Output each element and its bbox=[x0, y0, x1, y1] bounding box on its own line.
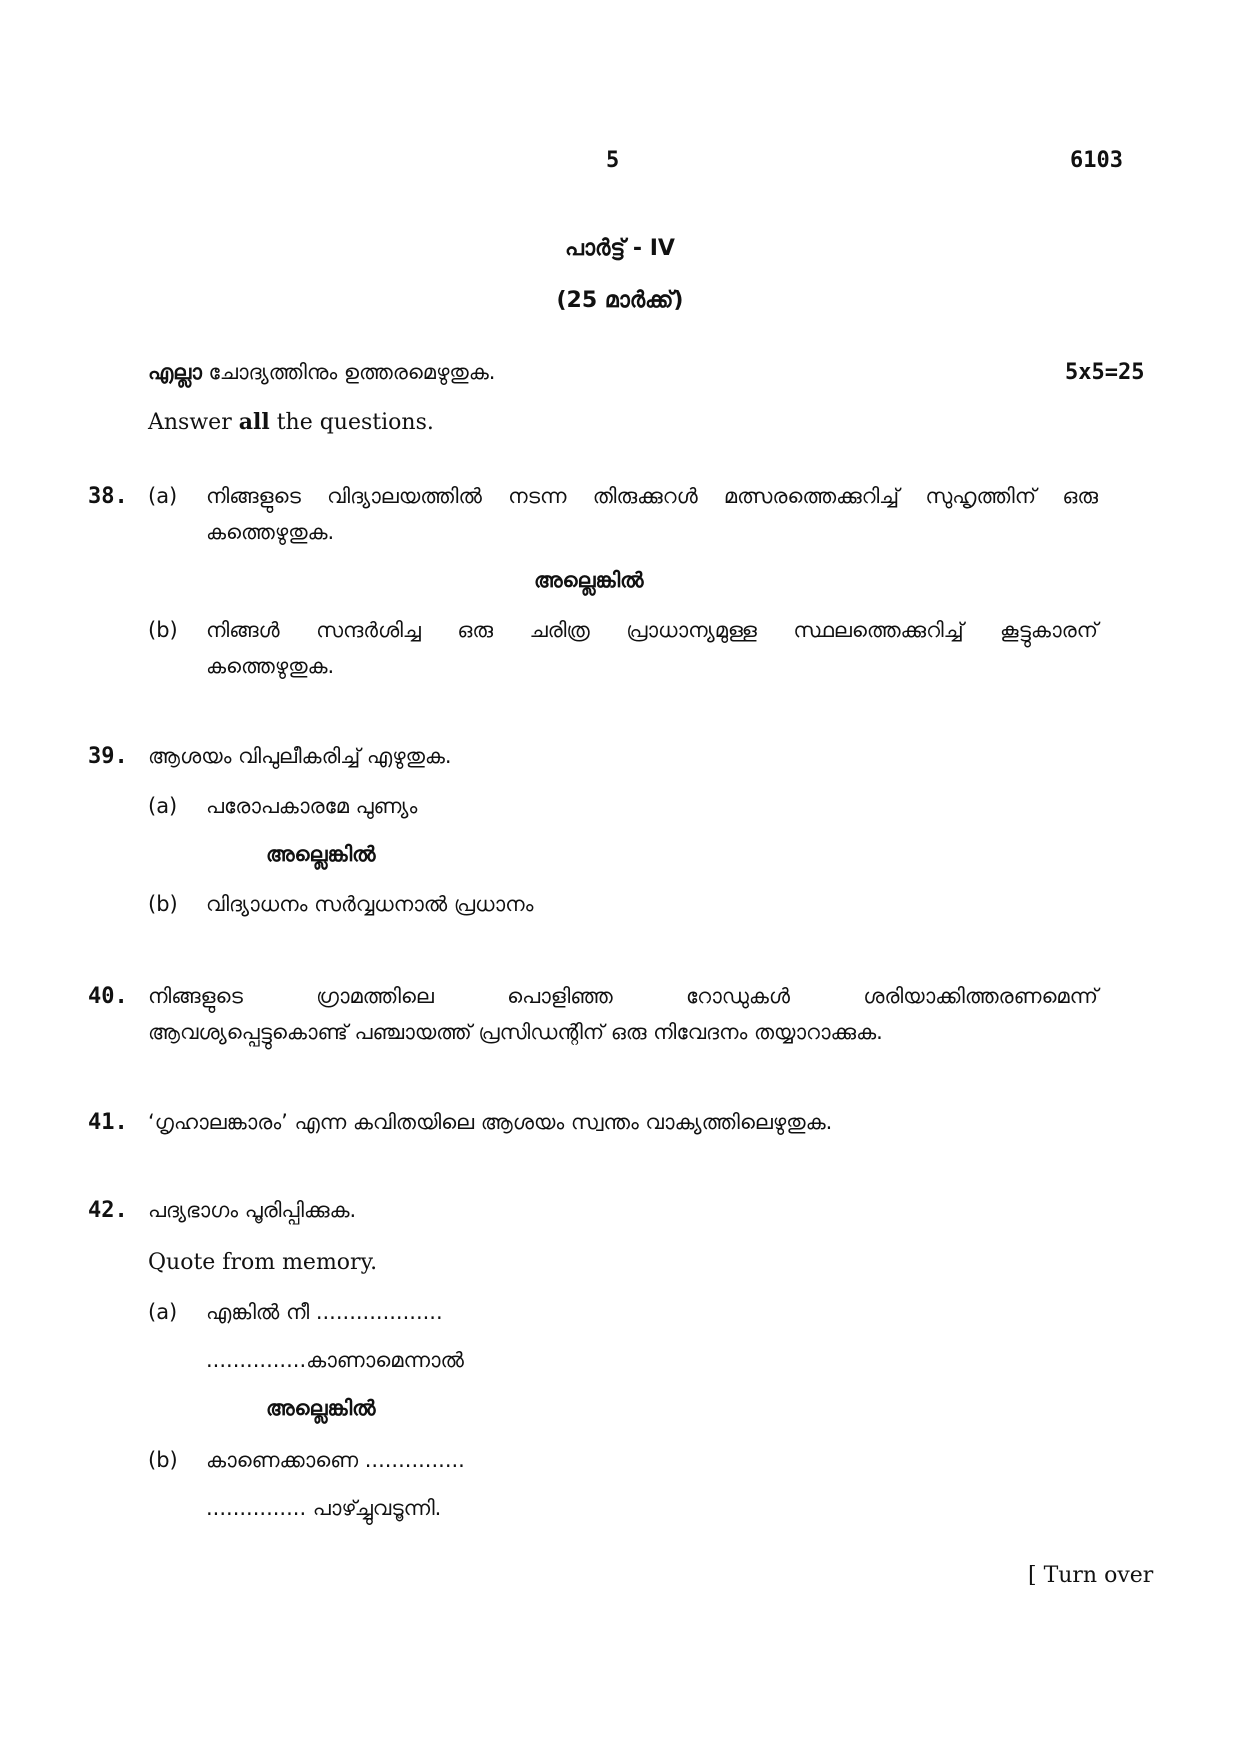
question-39a-text: പരോപകാരമേ പുണ്യം bbox=[206, 794, 418, 818]
option-label: (b) bbox=[148, 892, 178, 916]
question-42b-line2: ............... പാഴ്ച്ചുവടൂന്നി. bbox=[206, 1496, 442, 1520]
instruction-ml-rest: ചോദ്യത്തിനും ഉത്തരമെഴുതുക. bbox=[201, 360, 496, 384]
instruction-en-bold: all bbox=[238, 409, 270, 435]
question-42a-line1: എങ്കിൽ നീ ................... bbox=[206, 1300, 443, 1324]
instruction-ml bbox=[148, 360, 495, 385]
paper-code: 6103 bbox=[1070, 148, 1123, 173]
question-38a-line1: നിങ്ങളുടെ വിദ്യാലയത്തിൽ നടന്ന തിരുക്കുറൾ മത്സരത്തെക്കുറിച്ച് സുഹൃത്തിന് ഒരു bbox=[206, 484, 1098, 508]
question-number-39: 39. bbox=[88, 744, 128, 769]
turn-over: [ Turn over bbox=[1028, 1563, 1154, 1588]
option-label: (b) bbox=[148, 618, 178, 642]
instruction-en-suffix: the questions. bbox=[269, 410, 434, 435]
question-number-40: 40. bbox=[88, 984, 128, 1009]
page-number: 5 bbox=[606, 148, 620, 173]
instruction-ml-bold: എല്ലാ bbox=[148, 360, 202, 384]
question-41-text: ‘ഗൃഹാലങ്കാരം’ എന്ന കവിതയിലെ ആശയം സ്വന്തം വാക്യത്തിലെഴുതുക. bbox=[148, 1110, 833, 1134]
question-42-text-en: Quote from memory. bbox=[148, 1250, 378, 1275]
question-39-text: ആശയം വിപുലീകരിച്ച് എഴുതുക. bbox=[148, 744, 452, 768]
question-42b-line1: കാണെക്കാണെ ............... bbox=[206, 1448, 465, 1472]
question-number-42: 42. bbox=[88, 1198, 128, 1223]
question-40-line1: നിങ്ങളുടെ ഗ്രാമത്തിലെ പൊളിഞ്ഞ റോഡുകൾ ശരിയാക്കിത്തരണമെന്ന് bbox=[148, 984, 1098, 1008]
question-number-41: 41. bbox=[88, 1110, 128, 1135]
instruction-en bbox=[148, 409, 434, 435]
question-number-38: 38. bbox=[88, 484, 128, 509]
part-marks: (25 മാർക്ക്) bbox=[556, 288, 684, 313]
option-label: (a) bbox=[148, 484, 178, 508]
option-label: (a) bbox=[148, 794, 178, 818]
or-label: അല്ലെങ്കിൽ bbox=[266, 842, 376, 866]
question-38b-line1: നിങ്ങൾ സന്ദർശിച്ച ഒരു ചരിത്ര പ്രാധാന്യമുള്ള സ്ഥലത്തെക്കുറിച്ച് കൂട്ടുകാരന് bbox=[206, 618, 1098, 642]
instruction-en-prefix: Answer bbox=[148, 410, 239, 435]
question-38a-line2: കത്തെഴുതുക. bbox=[206, 520, 335, 544]
or-label: അല്ലെങ്കിൽ bbox=[266, 1396, 376, 1420]
marks-scheme: 5x5=25 bbox=[1065, 360, 1145, 385]
question-42a-line2: ...............കാണാമെന്നാൽ bbox=[206, 1348, 464, 1372]
option-label: (a) bbox=[148, 1300, 178, 1324]
question-39b-text: വിദ്യാധനം സർവ്വധനാൽ പ്രധാനം bbox=[206, 892, 534, 916]
or-label: അല്ലെങ്കിൽ bbox=[534, 568, 644, 592]
part-title: പാർട്ട് - IV bbox=[565, 236, 675, 261]
option-label: (b) bbox=[148, 1448, 178, 1472]
question-38b-line2: കത്തെഴുതുക. bbox=[206, 654, 335, 678]
question-42-text: പദ്യഭാഗം പൂരിപ്പിക്കുക. bbox=[148, 1198, 357, 1222]
question-40-line2: ആവശ്യപ്പെട്ടുകൊണ്ട് പഞ്ചായത്ത് പ്രസിഡന്റിന് ഒരു നിവേദനം തയ്യാറാക്കുക. bbox=[148, 1020, 883, 1044]
